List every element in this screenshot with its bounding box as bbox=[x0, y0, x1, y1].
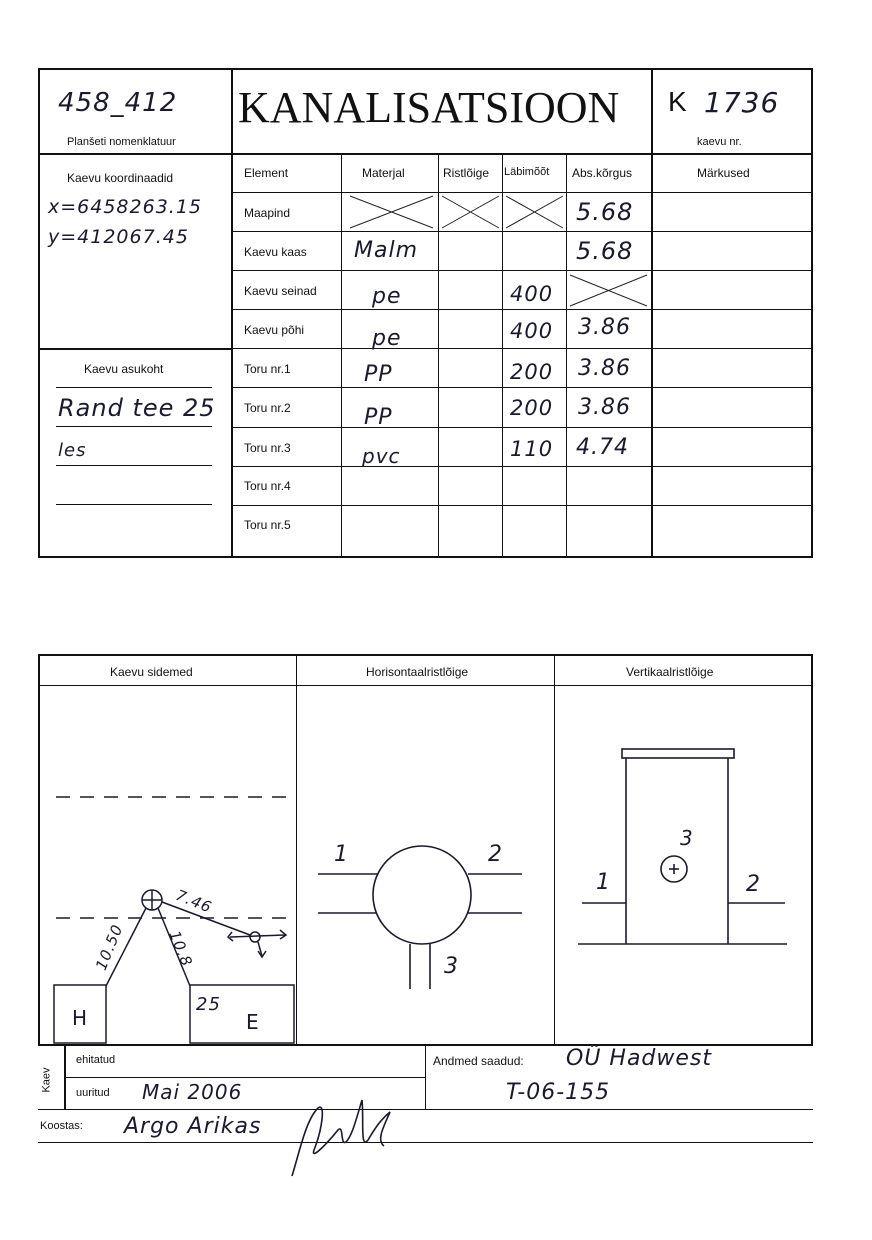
house-right-label: E bbox=[246, 1010, 260, 1034]
row-element: Toru nr.2 bbox=[244, 401, 291, 415]
header-abs-height: Abs.kõrgus bbox=[572, 166, 633, 180]
nomenclature-label: Planšeti nomenklatuur bbox=[67, 136, 176, 148]
row-height: 3.86 bbox=[578, 315, 631, 340]
data-source-value2: T-06-155 bbox=[506, 1080, 611, 1105]
row-diameter: 200 bbox=[510, 360, 554, 384]
row-height: 3.86 bbox=[578, 395, 631, 420]
row-height: 3.86 bbox=[578, 356, 631, 381]
row-material: pe bbox=[372, 326, 402, 351]
row-element: Toru nr.4 bbox=[244, 479, 291, 493]
house-left-label: H bbox=[72, 1006, 89, 1030]
well-prefix: K bbox=[668, 86, 687, 117]
row-material: Malm bbox=[354, 238, 419, 263]
well-number: 1736 bbox=[704, 86, 780, 119]
header-cross-section: Ristlõige bbox=[443, 166, 490, 180]
row-material: PP bbox=[364, 405, 393, 430]
compiled-value: Argo Arikas bbox=[124, 1114, 262, 1139]
row-height: 4.74 bbox=[576, 435, 629, 460]
row-height: 5.68 bbox=[576, 198, 634, 226]
location-line2: les bbox=[58, 440, 87, 461]
header-notes: Märkused bbox=[697, 166, 750, 180]
sidemed-dist2: 10.50 bbox=[92, 921, 127, 973]
data-source-value1: OÜ Hadwest bbox=[566, 1046, 713, 1071]
location-line1: Rand tee 25 bbox=[58, 394, 216, 422]
sidemed-dist3: 10.8 bbox=[165, 928, 197, 970]
vertical-pipe2-label: 2 bbox=[746, 872, 761, 897]
data-source-label: Andmed saadud: bbox=[433, 1054, 524, 1068]
house-right-number: 25 bbox=[196, 994, 221, 1015]
row-diameter: 400 bbox=[510, 319, 554, 343]
sidemed-dist1: 7.46 bbox=[173, 886, 215, 917]
vertical-pipe3-label: 3 bbox=[680, 826, 694, 850]
row-height: 5.68 bbox=[576, 237, 634, 265]
row-element: Toru nr.1 bbox=[244, 362, 291, 376]
header-material: Materjal bbox=[362, 166, 405, 180]
well-label: kaevu nr. bbox=[697, 136, 742, 148]
coord-x: x=6458263.15 bbox=[48, 196, 202, 218]
row-element: Maapind bbox=[244, 206, 291, 220]
horizontal-pipe1-label: 1 bbox=[334, 842, 349, 867]
row-material: PP bbox=[364, 362, 393, 387]
nomenclature-value: 458_412 bbox=[58, 88, 178, 118]
sidemed-label: Kaevu sidemed bbox=[110, 665, 193, 679]
coord-y: y=412067.45 bbox=[48, 226, 189, 248]
footer-side-label: Kaev bbox=[40, 1067, 53, 1093]
coords-label: Kaevu koordinaadid bbox=[67, 171, 174, 185]
row-diameter: 200 bbox=[510, 396, 554, 420]
row-element: Kaevu kaas bbox=[244, 245, 307, 259]
row-diameter: 110 bbox=[510, 437, 554, 461]
header-diameter: Läbimõõt bbox=[504, 166, 550, 178]
row-element: Toru nr.5 bbox=[244, 518, 291, 532]
row-diameter: 400 bbox=[510, 282, 554, 306]
location-label: Kaevu asukoht bbox=[84, 362, 164, 376]
horizontal-pipe2-label: 2 bbox=[488, 842, 503, 867]
header-element: Element bbox=[244, 166, 289, 180]
page-title: KANALISATSIOON bbox=[238, 83, 620, 132]
row-material: pe bbox=[372, 284, 402, 309]
compiled-label: Koostas: bbox=[40, 1120, 83, 1132]
row-element: Toru nr.3 bbox=[244, 441, 291, 455]
row-material: pvc bbox=[362, 444, 401, 468]
sidemed-drawing bbox=[54, 797, 294, 1043]
row-element: Kaevu seinad bbox=[244, 284, 317, 298]
horizontal-pipe3-label: 3 bbox=[444, 954, 459, 979]
horizontal-drawing bbox=[318, 846, 522, 989]
row-element: Kaevu põhi bbox=[244, 323, 305, 337]
horizontal-label: Horisontaalristlõige bbox=[366, 665, 469, 679]
surveyed-value: Mai 2006 bbox=[142, 1080, 243, 1104]
vertical-pipe1-label: 1 bbox=[596, 870, 611, 895]
built-label: ehitatud bbox=[76, 1054, 116, 1066]
vertical-label: Vertikaalristlõige bbox=[626, 665, 714, 679]
surveyed-label: uuritud bbox=[76, 1087, 110, 1099]
